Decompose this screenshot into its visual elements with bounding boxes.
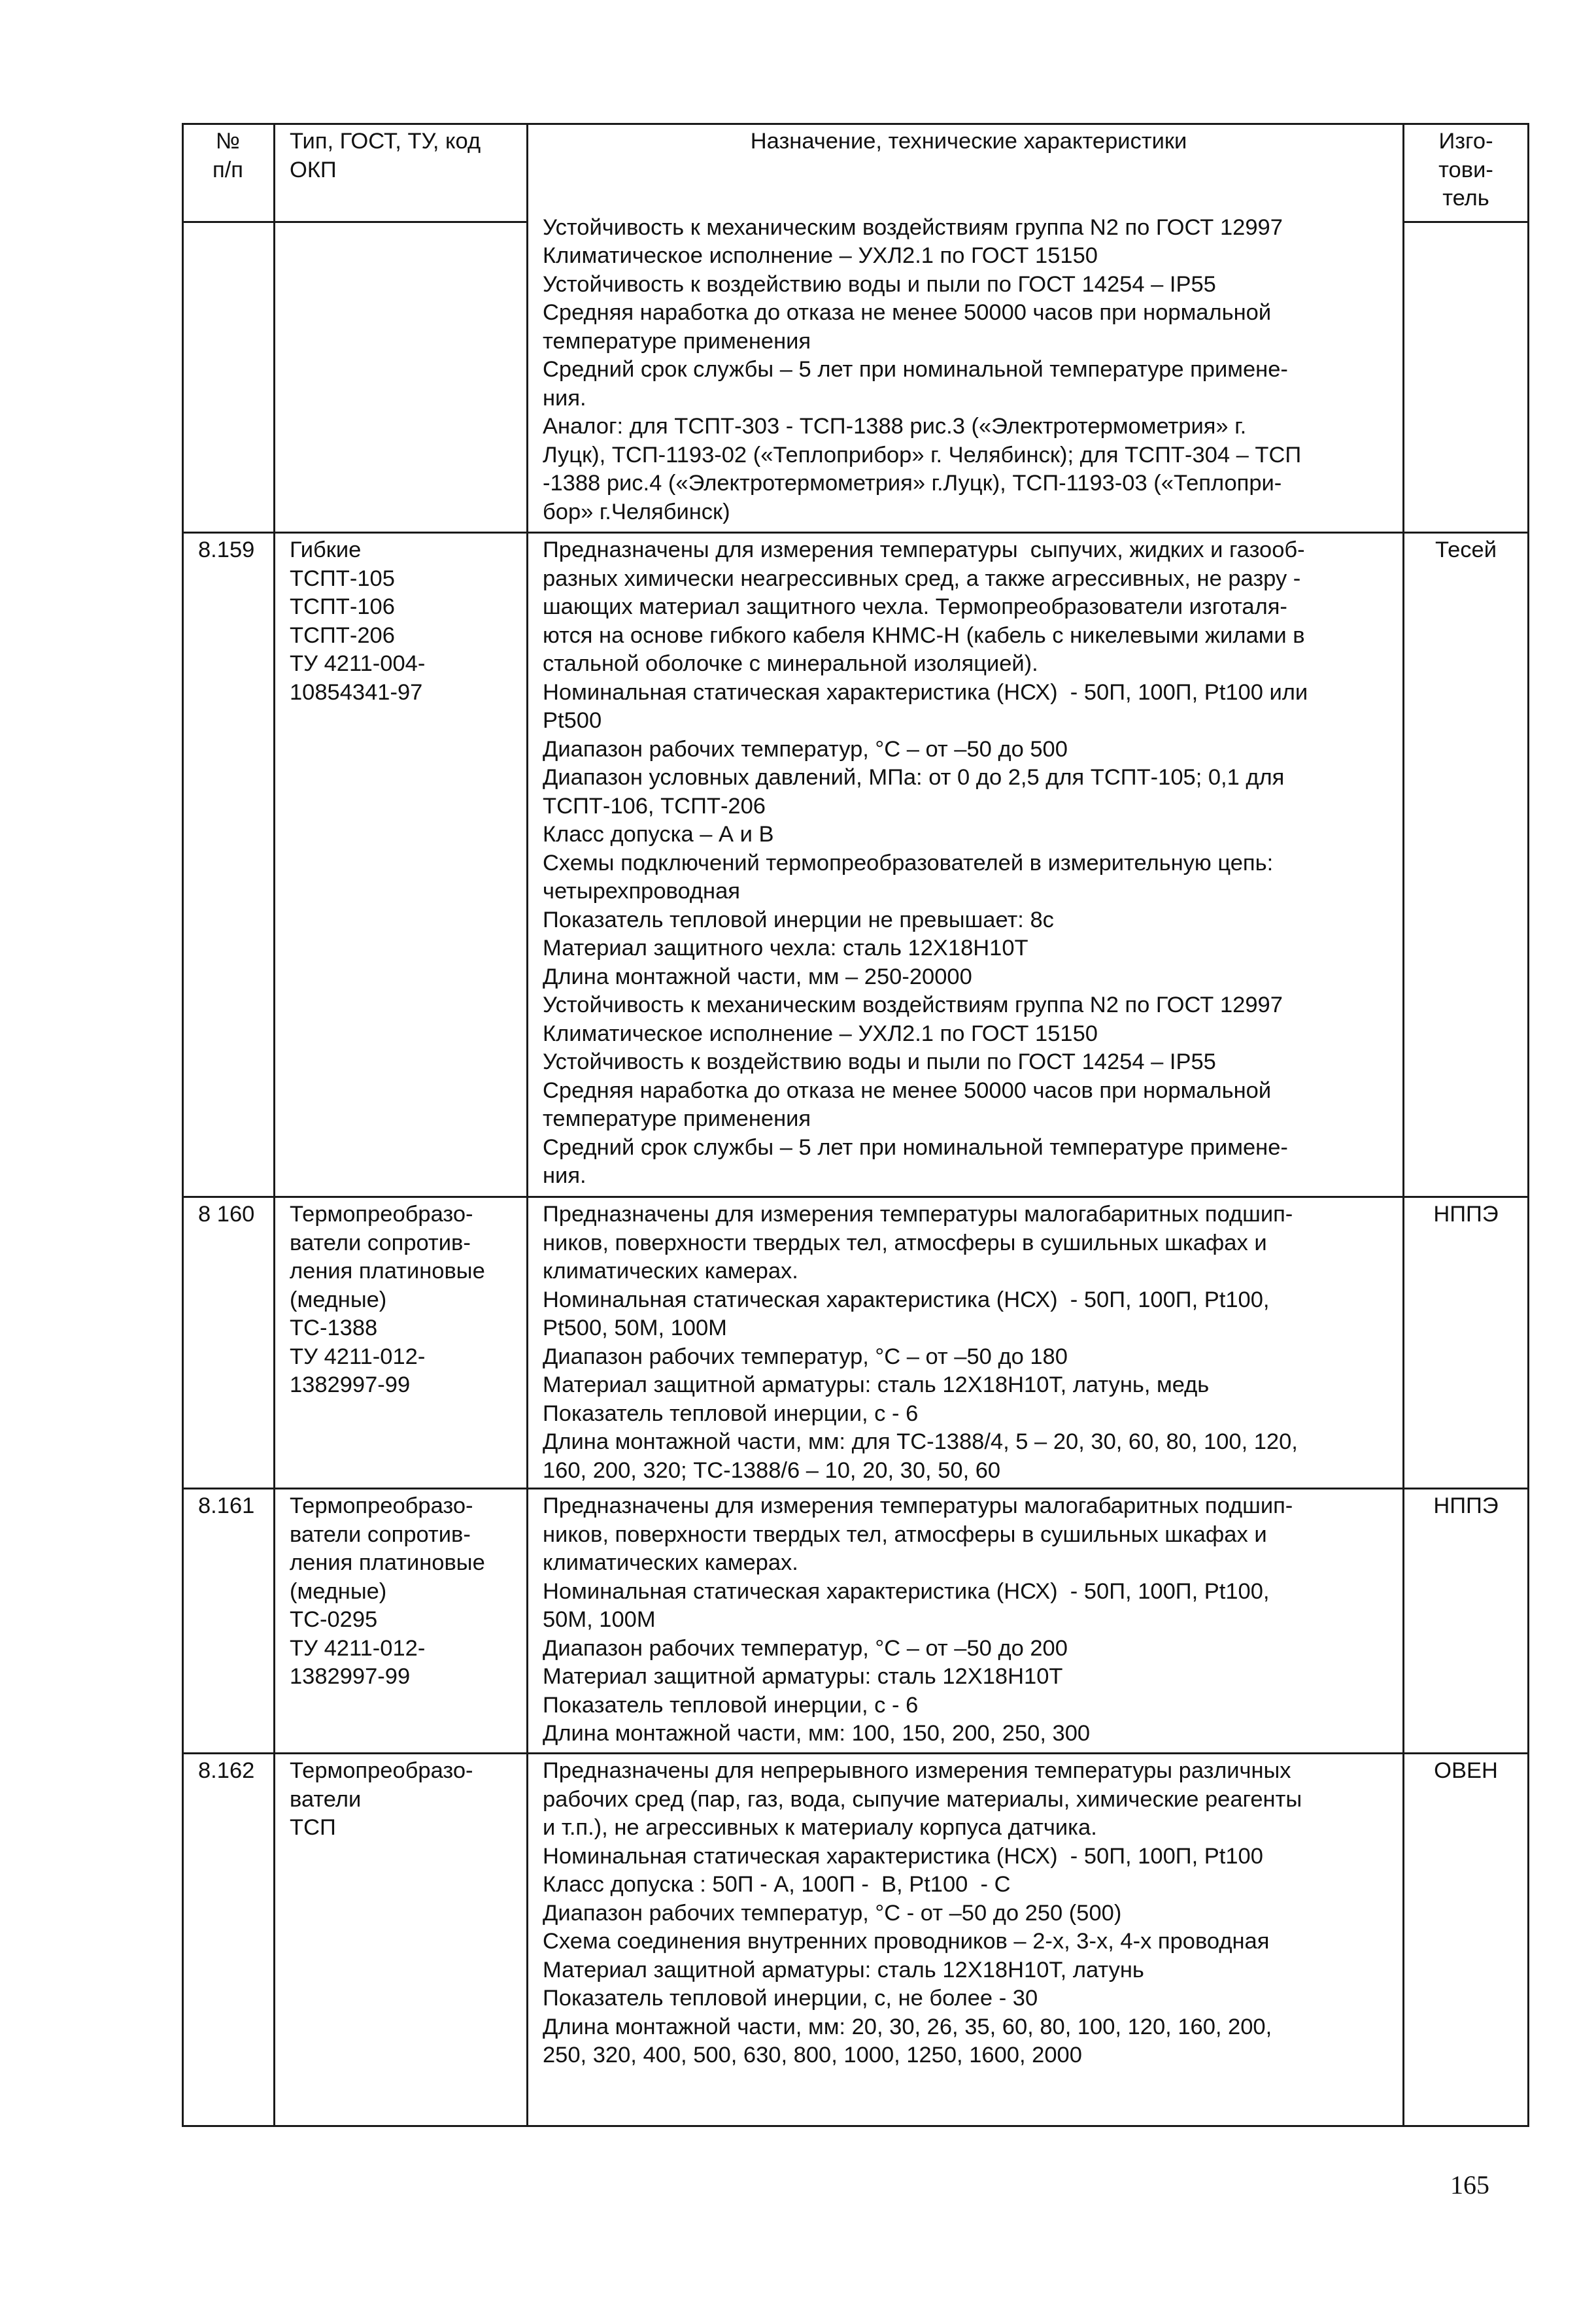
description-line: Диапазон рабочих температур, °С – от –50 до 500 <box>543 736 1068 762</box>
description-line: Схемы подключений термопреобразователей в измерительную цепь: <box>543 850 1274 876</box>
type-line: ТУ 4211-012- <box>290 1635 426 1661</box>
description-line: Pt500, 50М, 100М <box>543 1316 727 1340</box>
text-line: ния. <box>543 385 586 411</box>
description-line: Показатель тепловой инерции не превышает: 8с <box>543 907 1054 932</box>
type-line: ТУ 4211-012- <box>290 1344 426 1369</box>
description-line: Показатель тепловой инерции, с - 6 <box>543 1692 919 1718</box>
description-line: Материал защитной арматуры: сталь 12Х18Н10Т <box>543 1664 1063 1689</box>
description-line: Материал защитной арматуры: сталь 12Х18Н10Т, латунь <box>543 1957 1144 1982</box>
row-manufacturer: НППЭ <box>1404 1197 1529 1489</box>
description-line: ния. <box>543 1163 586 1188</box>
description-line: Длина монтажной части, мм: 20, 30, 26, 35, 60, 80, 100, 120, 160, 200, <box>543 2014 1272 2039</box>
description-line: Материал защитного чехла: сталь 12Х18Н10Т <box>543 936 1028 961</box>
row-manufacturer: ОВЕН <box>1404 1754 1529 2126</box>
continuation-text <box>543 214 1395 527</box>
description-line: Схема соединения внутренних проводников – 2-х, 3-х, 4-х проводная <box>543 1929 1270 1954</box>
text-line: бор» г.Челябинск) <box>543 499 730 524</box>
text-line: температуре применения <box>543 328 811 354</box>
description-line: Номинальная статическая характеристика (НСХ) - 50П, 100П, Pt100 или <box>543 679 1308 705</box>
row-number: 8.159 <box>183 533 275 1197</box>
type-line: ТСПТ-206 <box>290 622 395 648</box>
row-description <box>528 1489 1404 1754</box>
header-type: Тип, ГОСТ, ТУ, код ОКП <box>275 124 528 222</box>
description-line: разных химически неагрессивных сред, а также агрессивных, не разру - <box>543 566 1301 591</box>
type-line: ТС-1388 <box>290 1316 378 1340</box>
page-number: 165 <box>1450 2170 1489 2200</box>
row-type <box>275 1754 528 2126</box>
row-description <box>528 533 1404 1197</box>
text-line: -1388 рис.4 («Электротермометрия» г.Луцк), ТСП-1193-03 («Теплопри- <box>543 471 1282 496</box>
type-line: ТУ 4211-004- <box>290 651 426 676</box>
description-line: 250, 320, 400, 500, 630, 800, 1000, 1250, 1600, 2000 <box>543 2043 1082 2067</box>
description-line: ТСПТ-106, ТСПТ-206 <box>543 793 766 819</box>
description-line: климатических камерах. <box>543 1259 798 1284</box>
type-line: 1382997-99 <box>290 1664 411 1689</box>
type-line: 10854341-97 <box>290 679 423 705</box>
row-type <box>275 1489 528 1754</box>
text-line: Климатическое исполнение – УХЛ2.1 по ГОСТ 15150 <box>543 243 1098 268</box>
description-line: Класс допуска – А и В <box>543 822 774 847</box>
description-line: Длина монтажной части, мм – 250-20000 <box>543 964 972 989</box>
type-line: (медные) <box>290 1578 387 1604</box>
description-line: ются на основе гибкого кабеля КНМС-Н (кабель с никелевыми жилами в <box>543 622 1305 648</box>
type-line: ТС-0295 <box>290 1607 378 1632</box>
type-line: (медные) <box>290 1287 387 1312</box>
description-line: Предназначены для измерения температуры малогабаритных подшип- <box>543 1493 1293 1518</box>
description-line: Pt500 <box>543 708 602 733</box>
description-line: стальной оболочке с минеральной изоляцией). <box>543 651 1038 676</box>
description-line: Предназначены для непрерывного измерения температуры различных <box>543 1758 1291 1783</box>
description-line: Номинальная статическая характеристика (НСХ) - 50П, 100П, Pt100 <box>543 1843 1263 1869</box>
text-line: Средний срок службы – 5 лет при номинальной температуре примене- <box>543 357 1288 382</box>
description-line: Диапазон рабочих температур, °С – от –50 до 200 <box>543 1635 1068 1661</box>
row-description <box>528 1754 1404 2126</box>
type-line: ТСП <box>290 1815 336 1840</box>
description-line: четырехпроводная <box>543 879 740 904</box>
description-line: температуре применения <box>543 1106 811 1131</box>
header-manufacturer: Изго- тови- тель <box>1404 124 1529 222</box>
description-line: Длина монтажной части, мм: 100, 150, 200, 250, 300 <box>543 1721 1091 1746</box>
description-line: Диапазон рабочих температур, °С – от –50 до 180 <box>543 1344 1068 1369</box>
text-line: Устойчивость к механическим воздействиям группа N2 по ГОСТ 12997 <box>543 214 1283 240</box>
description-line: рабочих сред (пар, газ, вода, сыпучие материалы, химические реагенты <box>543 1786 1302 1812</box>
description-line: и т.п.), не агрессивных к материалу корпуса датчика. <box>543 1815 1097 1840</box>
row-description <box>528 1197 1404 1489</box>
header-number: № п/п <box>183 124 275 222</box>
table-header-row <box>183 124 1529 222</box>
row-manufacturer: НППЭ <box>1404 1489 1529 1754</box>
description-line: 50М, 100М <box>543 1607 656 1632</box>
description-line: Диапазон рабочих температур, °С - от –50 до 250 (500) <box>543 1900 1122 1926</box>
type-line: ватели сопротив- <box>290 1230 471 1255</box>
row-type <box>275 1197 528 1489</box>
text-line: Луцк), ТСП-1193-02 («Теплоприбор» г. Челябинск); для ТСПТ-304 – ТСП <box>543 442 1302 468</box>
type-line: ления платиновые <box>290 1259 485 1284</box>
row-type <box>275 533 528 1197</box>
row-number: 8.162 <box>183 1754 275 2126</box>
type-line: Термопреобразо- <box>290 1202 473 1227</box>
text-line: Аналог: для ТСПТ-303 - ТСП-1388 рис.3 («Электротермометрия» г. <box>543 414 1247 439</box>
description-line: Средняя наработка до отказа не менее 50000 часов при нормальной <box>543 1078 1272 1103</box>
description-line: ников, поверхности твердых тел, атмосферы в сушильных шкафах и <box>543 1522 1267 1547</box>
description-line: Показатель тепловой инерции, с, не более - 30 <box>543 1986 1038 2011</box>
type-line: 1382997-99 <box>290 1372 411 1397</box>
description-line: Материал защитной арматуры: сталь 12Х18Н10Т, латунь, медь <box>543 1372 1210 1397</box>
description-line: Диапазон условных давлений, МПа: от 0 до 2,5 для ТСПТ-105; 0,1 для <box>543 765 1285 790</box>
table-row <box>183 533 1529 1197</box>
continuation-num-cell <box>183 222 275 533</box>
text-line: Устойчивость к воздействию воды и пыли по ГОСТ 14254 – IP55 <box>543 271 1216 297</box>
type-line: Термопреобразо- <box>290 1493 473 1518</box>
type-line: Гибкие <box>290 537 362 562</box>
continuation-type-cell <box>275 222 528 533</box>
description-line: Номинальная статическая характеристика (НСХ) - 50П, 100П, Pt100, <box>543 1578 1270 1604</box>
table-row <box>183 1489 1529 1754</box>
description-line: Предназначены для измерения температуры сыпучих, жидких и газооб- <box>543 537 1305 562</box>
header-purpose: Назначение, технические характеристики Устойчивость к механическим воздействиям группа N2 по ГОСТ 12997 Климатическое исполнение – УХЛ2.1 по ГОСТ 15150 Устойчивость к воздействию воды и пыли по ГОСТ 14254 – IP55 Средняя наработка до отказа не менее 50000 часов при нормальной температуре применения Средний срок службы – 5 лет при номинальной температуре примене- ния. Аналог: для ТСПТ-303 - ТСП-1388 рис.3 («Электротермометрия» г. Луцк), ТСП-1193-02 («Теплоприбор» г. Челябинск); для ТСПТ-304 – ТСП -1388 рис.4 («Электротермометрия» г.Луцк), ТСП-1193-03 («Теплопри- бор» г.Челябинск) <box>528 124 1404 533</box>
description-line: климатических камерах. <box>543 1550 798 1575</box>
type-line: ТСПТ-105 <box>290 566 395 591</box>
description-line: ников, поверхности твердых тел, атмосферы в сушильных шкафах и <box>543 1230 1267 1255</box>
type-line: ватели <box>290 1786 362 1812</box>
row-number: 8 160 <box>183 1197 275 1489</box>
table-row <box>183 1754 1529 2126</box>
description-line: Класс допуска : 50П - А, 100П - В, Pt100 - С <box>543 1872 1011 1897</box>
description-line: Номинальная статическая характеристика (НСХ) - 50П, 100П, Pt100, <box>543 1287 1270 1312</box>
text-line: Средняя наработка до отказа не менее 50000 часов при нормальной <box>543 300 1272 325</box>
description-line: Устойчивость к воздействию воды и пыли по ГОСТ 14254 – IP55 <box>543 1049 1216 1074</box>
type-line: ления платиновые <box>290 1550 485 1575</box>
type-line: ватели сопротив- <box>290 1522 471 1547</box>
description-line: Длина монтажной части, мм: для ТС-1388/4, 5 – 20, 30, 60, 80, 100, 120, <box>543 1429 1298 1454</box>
type-line: Термопреобразо- <box>290 1758 473 1783</box>
description-line: Климатическое исполнение – УХЛ2.1 по ГОСТ 15150 <box>543 1021 1098 1046</box>
description-line: Средний срок службы – 5 лет при номинальной температуре примене- <box>543 1134 1288 1160</box>
row-number: 8.161 <box>183 1489 275 1754</box>
description-line: Устойчивость к механическим воздействиям группа N2 по ГОСТ 12997 <box>543 993 1283 1017</box>
type-line: ТСПТ-106 <box>290 594 395 619</box>
specification-table <box>182 123 1529 2127</box>
description-line: Показатель тепловой инерции, с - 6 <box>543 1401 919 1426</box>
row-manufacturer: Тесей <box>1404 533 1529 1197</box>
description-line: Предназначены для измерения температуры малогабаритных подшип- <box>543 1202 1293 1227</box>
description-line: шающих материал защитного чехла. Термопреобразователи изготаля- <box>543 594 1287 619</box>
description-line: 160, 200, 320; ТС-1388/6 – 10, 20, 30, 50, 60 <box>543 1457 1001 1483</box>
continuation-maker-cell <box>1404 222 1529 533</box>
table-row <box>183 1197 1529 1489</box>
